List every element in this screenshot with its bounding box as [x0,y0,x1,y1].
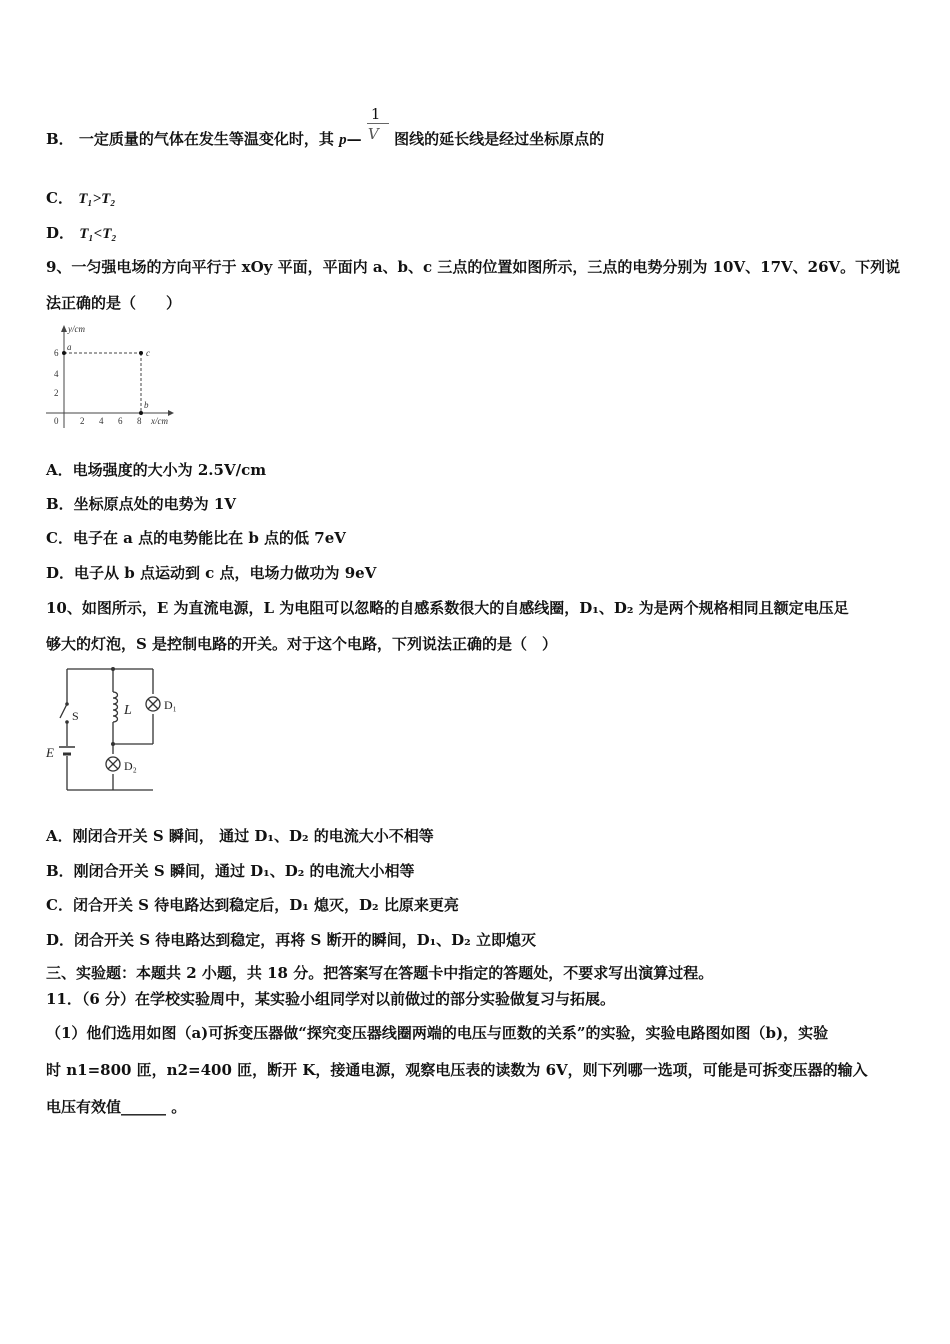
y-axis-arrow [61,325,67,332]
section-3-header: 三、实验题：本题共 2 小题，共 18 分。把答案写在答题卡中指定的答题处，不要求写出演算过程。 [46,964,714,982]
inductor-coil [113,692,118,722]
q11-stem-line3: 时 n1=800 匝，n2=400 匝，断开 K，接通电源，观察电压表的读数为 6V，则下列哪一选项，可能是可拆变压器的输入 [46,1061,868,1079]
q11-stem-line2: （1）他们选用如图（a)可拆变压器做“探究变压器线圈两端的电压与匝数的关系”的实验，实验电路图如图（b)，实验 [46,1024,829,1042]
q10-circuit-figure [40,660,200,805]
fraction-one-over-v: $\frac{1}{V}$ [367,132,389,148]
q9-option-a: A．电场强度的大小为 2.5V/cm [46,461,267,479]
origin-label: 0 [54,416,59,426]
y-tick-2: 2 [54,388,59,398]
bulb-d1-label: D₁ [164,698,177,712]
bulb-d2-label: D₂ [124,759,137,773]
point-c-dot [139,351,143,355]
point-b-label: b [144,400,149,410]
y-tick-6: 6 [54,348,59,358]
source-label: E [46,745,54,760]
switch-blade [60,704,67,718]
x-tick-4: 4 [99,416,104,426]
q11-stem-line1: 11．（6 分）在学校实验周中，某实验小组同学对以前做过的部分实验做复习与拓展。 [46,990,616,1008]
x-tick-6: 6 [118,416,123,426]
q11-stem-line4: 电压有效值______ 。 [46,1098,187,1116]
y-axis-label: y/cm [68,324,85,334]
q10-option-d: D．闭合开关 S 待电路达到稳定，再将 S 断开的瞬间，D₁、D₂ 立即熄灭 [46,931,536,949]
q8-option-c: C． T₁>T₂ [46,189,116,207]
point-a-dot [62,351,66,355]
q8-option-b: B． 一定质量的气体在发生等温变化时，其 p— $\frac{1}{V}$ 图线的延长线是经过坐标原点的 [46,105,605,148]
x-tick-2: 2 [80,416,85,426]
x-axis-arrow [168,410,174,416]
y-tick-4: 4 [54,369,59,379]
q9-stem-line2: 法正确的是（ ） [46,294,182,312]
switch-contact-top [65,702,69,706]
point-c-label: c [146,348,150,358]
q10-option-c: C．闭合开关 S 待电路达到稳定后，D₁ 熄灭，D₂ 比原来更亮 [46,896,459,914]
junction-middle [111,742,115,746]
switch-label: S [72,709,79,723]
x-tick-8: 8 [137,416,142,426]
inductor-label: L [124,703,132,718]
q8-option-d: D． T₁<T₂ [46,224,117,242]
q9-stem-line1: 9、一匀强电场的方向平行于 xOy 平面，平面内 a、b、c 三点的位置如图所示，三点的电势分别为 10V、17V、26V。下列说 [46,258,901,276]
q10-option-b: B．刚闭合开关 S 瞬间，通过 D₁、D₂ 的电流大小相等 [46,862,415,880]
junction-top [111,667,115,671]
x-axis-label: x/cm [151,416,168,426]
q9-option-d: D．电子从 b 点运动到 c 点，电场力做功为 9eV [46,564,377,582]
q9-option-b: B．坐标原点处的电势为 1V [46,495,236,513]
point-b-dot [139,411,143,415]
q10-option-a: A．刚闭合开关 S 瞬间， 通过 D₁、D₂ 的电流大小不相等 [46,827,434,845]
q9-coordinate-figure [40,320,190,435]
q9-option-c: C．电子在 a 点的电势能比在 b 点的低 7eV [46,529,346,547]
q10-stem-line1: 10、如图所示，E 为直流电源，L 为电阻可以忽略的自感系数很大的自感线圈，D₁、D₂ 为是两个规格相同且额定电压足 [46,599,849,617]
q10-stem-line2: 够大的灯泡，S 是控制电路的开关。对于这个电路，下列说法正确的是（ ） [46,635,558,653]
point-a-label: a [67,342,72,352]
switch-contact-bottom [65,720,69,724]
